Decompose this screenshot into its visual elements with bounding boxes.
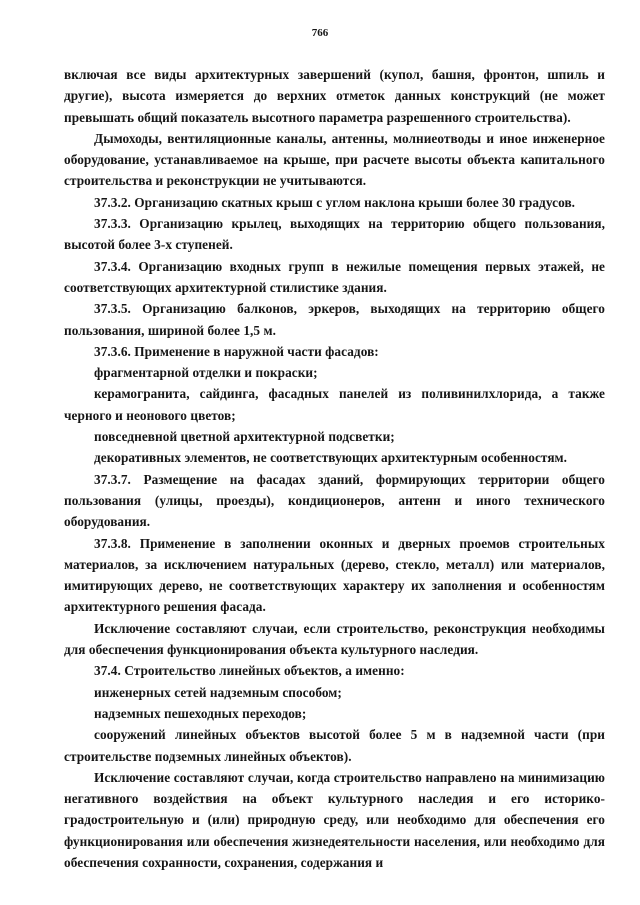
paragraph: 37.3.8. Применение в заполнении оконных и дверных проемов строительных материалов, за исключением натуральных (дерево, стекло, металл) или материалов, имитирующих дерево, не соответствующих характеру их заполнения и особенностям архитектурного решения фасада. (64, 535, 605, 615)
paragraph: 37.3.3. Организацию крылец, выходящих на территорию общего пользования, высотой более 3-х ступеней. (64, 216, 605, 253)
paragraph: Исключение составляют случаи, если строительство, реконструкция необходимы для обеспечения функционирования объекта культурного наследия. (64, 620, 605, 658)
paragraph: 37.3.4. Организацию входных групп в нежилые помещения первых этажей, не соответствующих архитектурной стилистике здания. (64, 258, 605, 295)
paragraph: надземных пешеходных переходов; (94, 705, 307, 721)
paragraph: Дымоходы, вентиляционные каналы, антенны, молниеотводы и иное инженерное оборудование, устанавливаемое на крыше, при расчете высоты объекта капитального строительства и реконструкции не учитываются. (64, 130, 605, 189)
paragraph: 37.3.5. Организацию балконов, эркеров, выходящих на территорию общего пользования, шириной более 1,5 м. (64, 301, 605, 338)
paragraph: фрагментарной отделки и покраски; (94, 365, 318, 381)
paragraph: сооружений линейных объектов высотой более 5 м в надземной части (при строительстве подземных линейных объектов). (64, 727, 605, 764)
paragraph: декоративных элементов, не соответствующих архитектурным особенностям. (94, 450, 568, 466)
paragraph: 37.3.2. Организацию скатных крыш с углом наклона крыши более 30 градусов. (94, 194, 576, 210)
paragraph: 37.3.6. Применение в наружной части фасадов: (94, 343, 379, 359)
paragraph: повседневной цветной архитектурной подсветки; (94, 429, 395, 445)
page-number: 766 (311, 27, 329, 39)
paragraph: 37.4. Строительство линейных объектов, а именно: (94, 663, 405, 679)
paragraph: включая все виды архитектурных завершений (купол, башня, фронтон, шпиль и другие), высота измеряется до верхних отметок данных конструкций (не может превышать общий показатель высотного параметра разрешенного строительства). (64, 67, 605, 125)
document-body (64, 64, 605, 873)
paragraph: керамогранита, сайдинга, фасадных панелей из поливинилхлорида, а также черного и неонового цветов; (64, 386, 605, 423)
paragraph: Исключение составляют случаи, когда строительство направлено на минимизацию негативного воздействия на объект культурного наследия и его историко-градостроительную и (или) природную среду, или необходимо для обеспечения его функционирования или обеспечения жизнедеятельности населения, или необходимо для обеспечения сохранности, сохранения, содержания и (64, 769, 605, 870)
paragraph: инженерных сетей надземным способом; (94, 684, 342, 700)
paragraph: 37.3.7. Размещение на фасадах зданий, формирующих территории общего пользования (улицы, проезды), кондиционеров, антенн и иного технического оборудования. (64, 471, 605, 530)
